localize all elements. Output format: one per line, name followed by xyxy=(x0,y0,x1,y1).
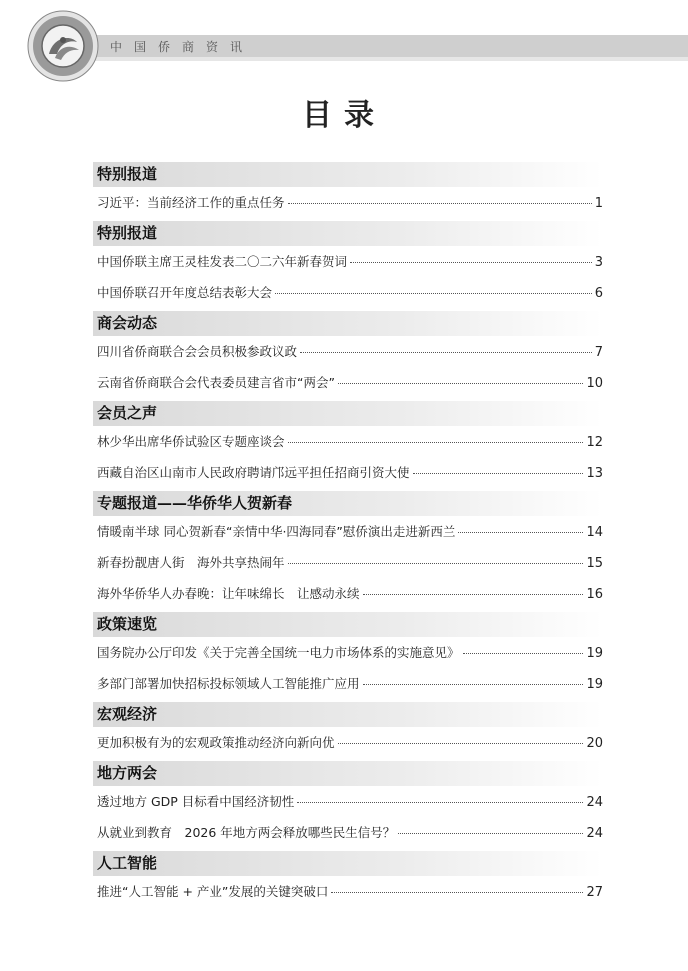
toc-entry-title: 中国侨联召开年度总结表彰大会 xyxy=(97,285,273,300)
toc-entry-title: 海外华侨华人办春晚：让年味绵长 让感动永续 xyxy=(97,586,360,601)
toc-entry[interactable] xyxy=(93,584,603,600)
dot-leader xyxy=(288,563,584,564)
section-heading: 专题报道——华侨华人贺新春 xyxy=(93,491,603,516)
dot-leader xyxy=(363,594,584,595)
section-heading: 政策速览 xyxy=(93,612,603,637)
toc-entry-title: 多部门部署加快招标投标领域人工智能推广应用 xyxy=(97,676,360,691)
toc-entry-page: 7 xyxy=(594,345,603,360)
toc-entry-title: 四川省侨商联合会会员积极参政议政 xyxy=(97,344,298,359)
toc-entry-page: 10 xyxy=(586,376,603,391)
toc-entry[interactable] xyxy=(93,643,603,659)
section-heading: 特别报道 xyxy=(93,162,603,187)
toc-entry[interactable] xyxy=(93,733,603,749)
page-title: 目录 xyxy=(302,98,386,133)
dot-leader xyxy=(463,653,584,654)
toc-entry-page: 16 xyxy=(586,587,603,602)
section-heading: 商会动态 xyxy=(93,311,603,336)
toc-entry[interactable] xyxy=(93,823,603,839)
dot-leader xyxy=(275,293,592,294)
dot-leader xyxy=(297,802,583,803)
toc-entry-page: 27 xyxy=(586,885,603,900)
dot-leader xyxy=(398,833,583,834)
toc-entry[interactable] xyxy=(93,432,603,448)
toc-entry[interactable] xyxy=(93,463,603,479)
toc-entry-title: 国务院办公厅印发《关于完善全国统一电力市场体系的实施意见》 xyxy=(97,645,460,660)
federation-logo-icon xyxy=(27,10,99,82)
table-of-contents xyxy=(93,162,603,902)
toc-entry-title: 更加积极有为的宏观政策推动经济向新向优 xyxy=(97,735,335,750)
toc-entry-page: 12 xyxy=(586,435,603,450)
toc-entry-page: 15 xyxy=(586,556,603,571)
section-heading: 会员之声 xyxy=(93,401,603,426)
toc-entry-page: 24 xyxy=(586,795,603,810)
toc-entry-page: 1 xyxy=(594,196,603,211)
toc-entry-title: 情暖南半球 同心贺新春“亲情中华·四海同春”慰侨演出走进新西兰 xyxy=(97,524,456,539)
toc-entry[interactable] xyxy=(93,553,603,569)
dot-leader xyxy=(413,473,584,474)
dot-leader xyxy=(338,743,584,744)
toc-entry[interactable] xyxy=(93,252,603,268)
dot-leader xyxy=(331,892,583,893)
toc-entry-page: 20 xyxy=(586,736,603,751)
toc-entry[interactable] xyxy=(93,283,603,299)
section-heading: 宏观经济 xyxy=(93,702,603,727)
toc-entry[interactable] xyxy=(93,674,603,690)
dot-leader xyxy=(338,383,584,384)
dot-leader xyxy=(288,442,584,443)
toc-entry-title: 中国侨联主席王灵桂发表二〇二六年新春贺词 xyxy=(97,254,348,269)
section-heading: 地方两会 xyxy=(93,761,603,786)
toc-entry-page: 13 xyxy=(586,466,603,481)
toc-entry[interactable] xyxy=(93,373,603,389)
section-heading: 人工智能 xyxy=(93,851,603,876)
toc-entry-title: 透过地方 GDP 目标看中国经济韧性 xyxy=(97,794,295,809)
header-text: 中国侨商资讯 xyxy=(110,40,255,54)
toc-entry[interactable] xyxy=(93,792,603,808)
toc-entry-title: 新春扮靓唐人街 海外共享热闹年 xyxy=(97,555,285,570)
toc-entry-page: 24 xyxy=(586,826,603,841)
toc-entry-page: 19 xyxy=(586,677,603,692)
toc-entry[interactable] xyxy=(93,882,603,898)
toc-entry-title: 习近平：当前经济工作的重点任务 xyxy=(97,195,285,210)
toc-entry-title: 云南省侨商联合会代表委员建言省市“两会” xyxy=(97,375,335,390)
toc-entry[interactable] xyxy=(93,193,603,209)
dot-leader xyxy=(458,532,583,533)
toc-entry-title: 推进“人工智能 + 产业”发展的关键突破口 xyxy=(97,884,329,899)
toc-entry[interactable] xyxy=(93,522,603,538)
toc-entry-page: 3 xyxy=(594,255,603,270)
dot-leader xyxy=(350,262,592,263)
dot-leader xyxy=(300,352,592,353)
toc-entry-title: 从就业到教育 2026 年地方两会释放哪些民生信号？ xyxy=(97,825,396,840)
toc-entry[interactable] xyxy=(93,342,603,358)
section-heading: 特别报道 xyxy=(93,221,603,246)
toc-entry-page: 19 xyxy=(586,646,603,661)
toc-entry-page: 14 xyxy=(586,525,603,540)
toc-entry-title: 西藏自治区山南市人民政府聘请邝远平担任招商引资大使 xyxy=(97,465,410,480)
dot-leader xyxy=(288,203,592,204)
toc-entry-page: 6 xyxy=(594,286,603,301)
header-band-shadow xyxy=(75,57,688,61)
toc-entry-title: 林少华出席华侨试验区专题座谈会 xyxy=(97,434,285,449)
dot-leader xyxy=(363,684,584,685)
